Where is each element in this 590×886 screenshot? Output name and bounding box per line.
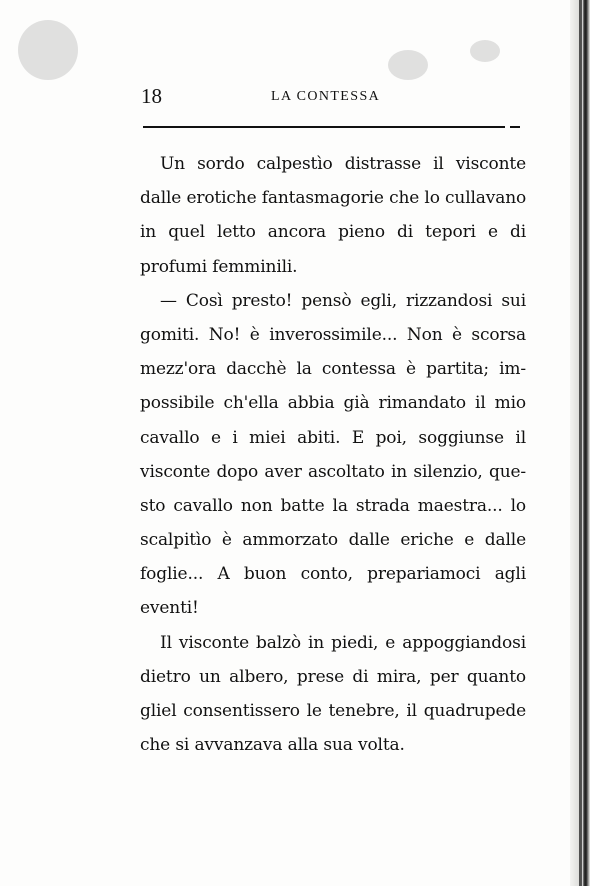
header-rule-tail bbox=[510, 126, 520, 128]
paper-stain bbox=[18, 20, 78, 80]
binding-line bbox=[579, 0, 582, 886]
text-line: profumi femminili. bbox=[140, 256, 298, 277]
text-line: scalpitìo è ammorzato dalle eriche e dalle bbox=[140, 530, 526, 551]
text-line: — Così presto! pensò egli, rizzandosi sui bbox=[160, 290, 526, 311]
text-line: possibile ch'ella abbia già rimandato il mio bbox=[140, 393, 526, 414]
page-number: 18 bbox=[141, 84, 162, 108]
text-line: dalle erotiche fantasmagorie che lo cullavano bbox=[140, 188, 527, 209]
text-line: cavallo e i miei abiti. E poi, soggiunse il bbox=[140, 427, 526, 448]
text-line: dietro un albero, prese di mira, per quanto bbox=[140, 666, 526, 687]
text-line: Il visconte balzò in piedi, e appoggiandosi bbox=[160, 632, 526, 653]
paper-stain bbox=[388, 50, 428, 80]
body-text bbox=[140, 147, 526, 762]
text-line: gomiti. No! è inverossimile... Non è scorsa bbox=[140, 324, 526, 345]
text-line: Un sordo calpestìo distrasse il visconte bbox=[160, 154, 526, 174]
page-header bbox=[141, 84, 521, 114]
text-line: che si avvanzava alla sua volta. bbox=[140, 735, 405, 756]
header-rule bbox=[143, 126, 505, 128]
text-line: visconte dopo aver ascoltato in silenzio, que- bbox=[140, 461, 526, 482]
text-line: mezz'ora dacchè la contessa è partita; im- bbox=[140, 359, 526, 380]
text-line: eventi! bbox=[140, 598, 199, 619]
text-line: gliel consentissero le tenebre, il quadrupede bbox=[140, 701, 526, 721]
text-line: sto cavallo non batte la strada maestra... lo bbox=[140, 495, 526, 516]
running-title: LA CONTESSA bbox=[271, 89, 381, 104]
paper-stain bbox=[470, 40, 500, 62]
text-line: in quel letto ancora pieno di tepori e di bbox=[140, 222, 526, 243]
text-line: foglie... A buon conto, prepariamoci agli bbox=[140, 564, 526, 585]
